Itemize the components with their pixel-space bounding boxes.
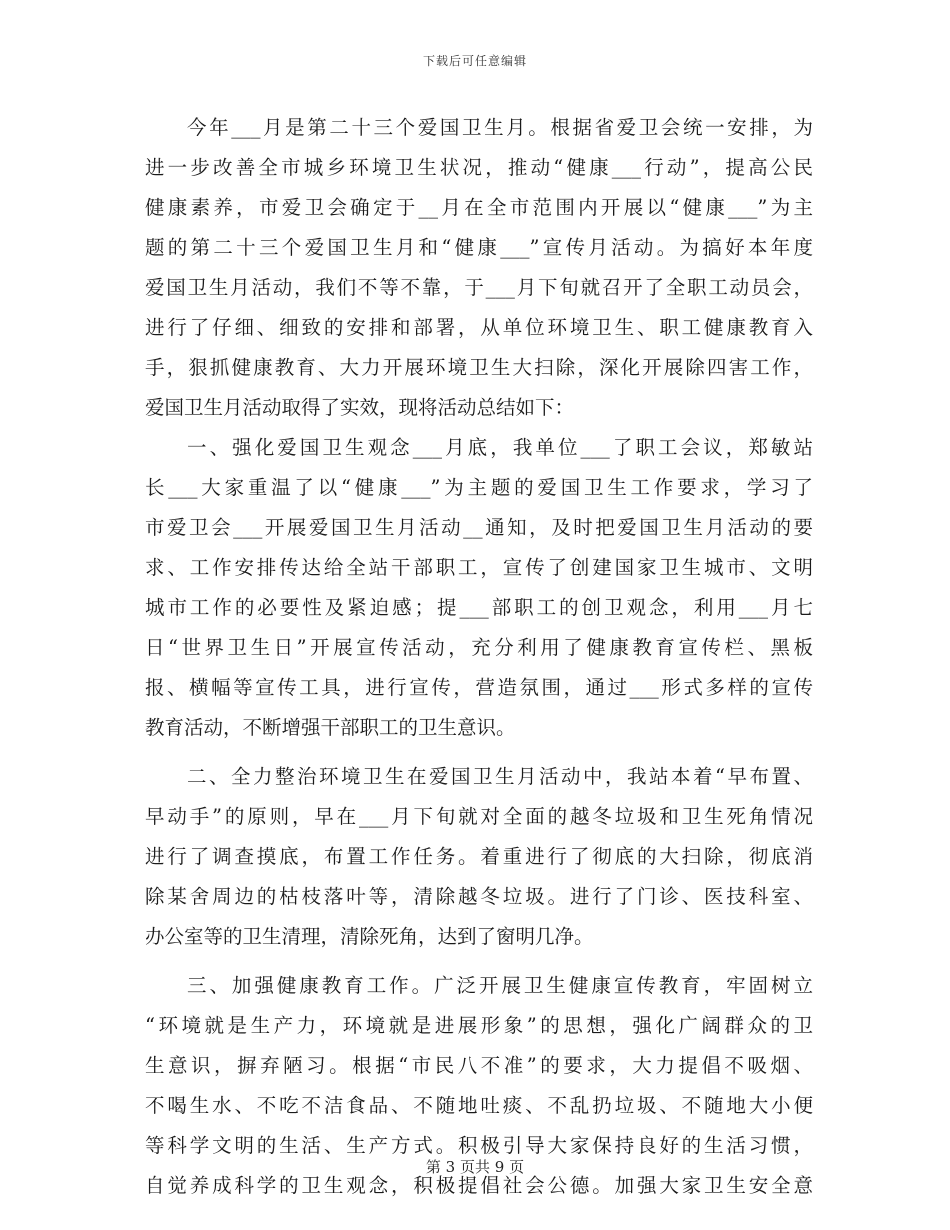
text-line: 等科学文明的生活、生产方式。积极引导大家保持良好的生活习惯， bbox=[145, 1134, 813, 1157]
text-line: 今年___月是第二十三个爱国卫生月。根据省爱卫会统一安排，为 bbox=[187, 116, 813, 139]
text-line: 一、强化爱国卫生观念___月底，我单位___了职工会议，郑敏站 bbox=[187, 436, 813, 459]
text-line: 健康素养，市爱卫会确定于__月在全市范围内开展以“健康___”为主 bbox=[145, 196, 813, 219]
text-line: 不喝生水、不吃不洁食品、不随地吐痰、不乱扔垃圾、不随地大小便 bbox=[145, 1094, 813, 1117]
page-number: 第 3 页共 9 页 bbox=[425, 1158, 525, 1176]
text-line: “环境就是生产力，环境就是进展形象”的思想，强化广阔群众的卫 bbox=[145, 1014, 813, 1037]
text-line: 办公室等的卫生清理，清除死角，达到了窗明几净。 bbox=[145, 925, 594, 948]
text-line: 自觉养成科学的卫生观念，积极提倡社会公德。加强大家卫生安全意 bbox=[145, 1174, 813, 1197]
text-line: 城市工作的必要性及紧迫感；提___部职工的创卫观念，利用___月七 bbox=[145, 596, 813, 619]
paragraph-gap bbox=[145, 748, 813, 757]
text-line: 题的第二十三个爱国卫生月和“健康___”宣传月活动。为搞好本年度 bbox=[145, 236, 813, 259]
paragraph-gap bbox=[145, 957, 813, 966]
text-line: 教育活动，不断增强干部职工的卫生意识。 bbox=[145, 716, 516, 739]
paragraph-section-2 bbox=[145, 757, 813, 957]
text-line: 三、加强健康教育工作。广泛开展卫生健康宣传教育，牢固树立 bbox=[187, 974, 813, 997]
document-body bbox=[145, 108, 813, 1206]
text-line: 除某舍周边的枯枝落叶等，清除越冬垃圾。进行了门诊、医技科室、 bbox=[145, 885, 813, 908]
text-line: 二、全力整治环境卫生在爱国卫生月活动中，我站本着“早布置、 bbox=[187, 765, 813, 788]
text-line: 爱国卫生月活动，我们不等不靠，于___月下旬就召开了全职工动员会， bbox=[145, 276, 813, 299]
text-line: 长___大家重温了以“健康___”为主题的爱国卫生工作要求，学习了 bbox=[145, 476, 813, 499]
text-line: 进行了仔细、细致的安排和部署，从单位环境卫生、职工健康教育入 bbox=[145, 316, 813, 339]
text-line: 生意识，摒弃陋习。根据“市民八不准”的要求，大力提倡不吸烟、 bbox=[145, 1054, 813, 1077]
text-line: 市爱卫会___开展爱国卫生月活动__通知，及时把爱国卫生月活动的要 bbox=[145, 516, 813, 539]
text-line: 进行了调查摸底，布置工作任务。着重进行了彻底的大扫除，彻底消 bbox=[145, 845, 813, 868]
text-line: 报、横幅等宣传工具，进行宣传，营造氛围，通过___形式多样的宣传 bbox=[145, 676, 813, 699]
text-line: 日“世界卫生日”开展宣传活动，充分利用了健康教育宣传栏、黑板 bbox=[145, 636, 813, 659]
paragraph-intro bbox=[145, 108, 813, 428]
text-line: 爱国卫生月活动取得了实效，现将活动总结如下： bbox=[145, 396, 575, 419]
text-line: 手，狠抓健康教育、大力开展环境卫生大扫除，深化开展除四害工作， bbox=[145, 356, 813, 379]
text-line: 进一步改善全市城乡环境卫生状况，推动“健康___行动”，提高公民 bbox=[145, 156, 813, 179]
text-line: 求、工作安排传达给全站干部职工，宣传了创建国家卫生城市、文明 bbox=[145, 556, 813, 579]
text-line: 早动手”的原则，早在___月下旬就对全面的越冬垃圾和卫生死角情况 bbox=[145, 805, 813, 828]
paragraph-section-1 bbox=[145, 428, 813, 748]
page-header-note: 下载后可任意编辑 bbox=[422, 54, 527, 68]
